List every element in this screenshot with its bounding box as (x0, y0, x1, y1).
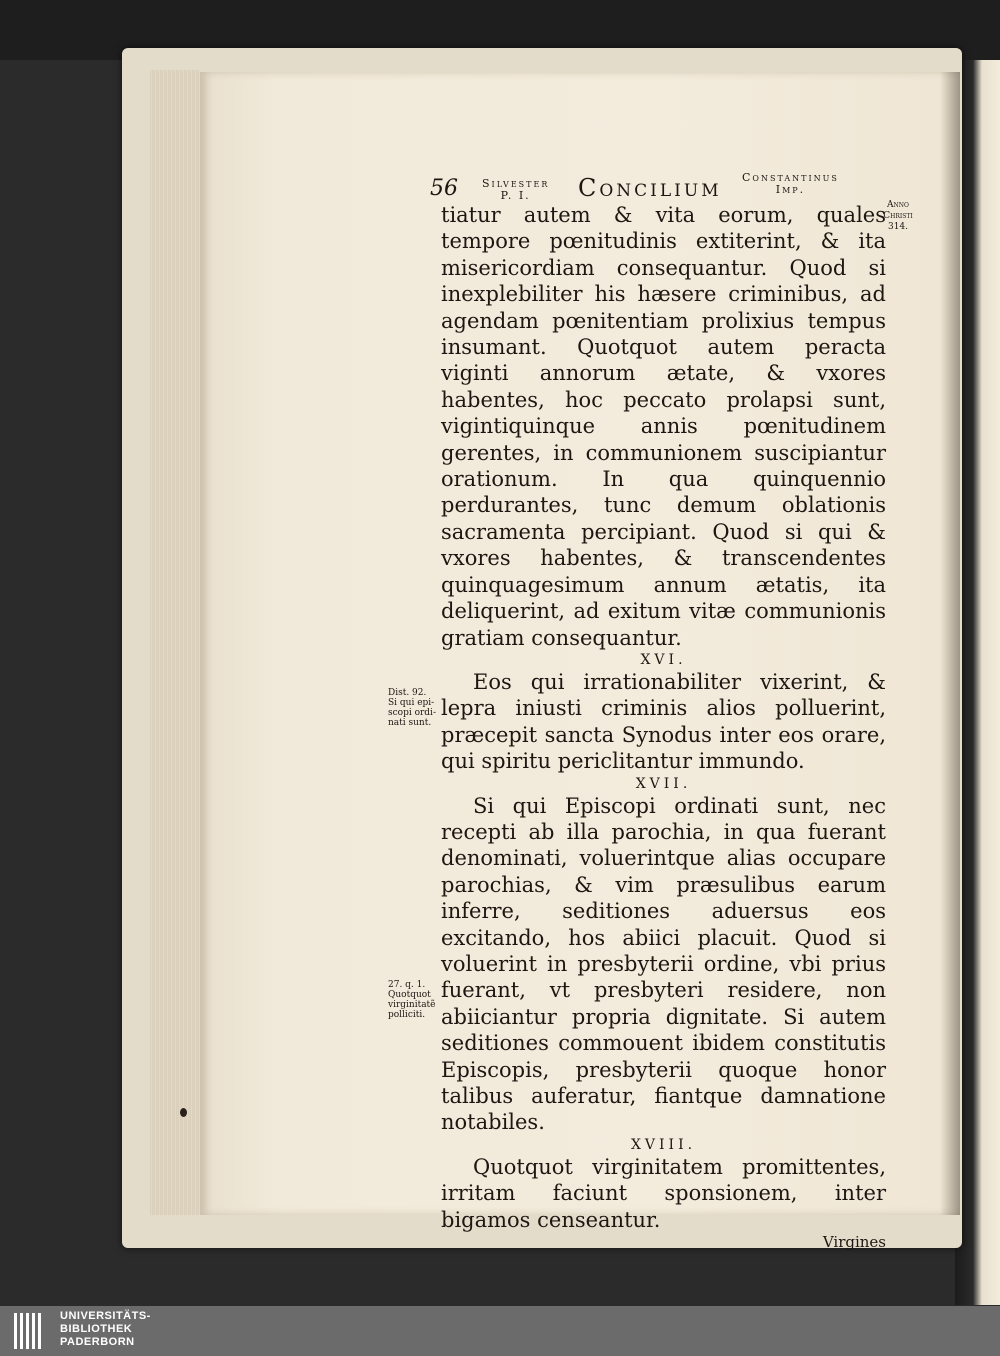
running-header (430, 172, 870, 204)
header-left-line: P. I. (500, 189, 531, 202)
anno-line: 314. (887, 222, 909, 232)
library-logo-text (60, 1310, 151, 1349)
margin-note-line: Si qui epi- (388, 698, 435, 708)
page-number: 56 (430, 176, 458, 201)
anno-line: Christi (883, 211, 913, 221)
header-right-line: Constantinus (742, 171, 839, 184)
paragraph: Quotquot virginitatem promittentes, irritam faciunt sponsionem, inter bigamos censeantur. (441, 1154, 886, 1232)
margin-note (388, 688, 440, 728)
header-right (742, 172, 839, 196)
margin-note-line: 27. q. 1. (388, 980, 426, 990)
section-number: XVIII. (630, 1136, 697, 1153)
logo-line: UNIVERSITÄTS- (60, 1310, 151, 1322)
catchword: Virgines (822, 1233, 886, 1252)
footer-bar (0, 1306, 1000, 1356)
ink-blot (180, 1108, 187, 1117)
margin-note-line: Dist. 92. (388, 688, 427, 698)
spine-shadow (940, 72, 960, 1215)
page-edges (150, 70, 200, 1215)
header-left-line: Silvester (482, 177, 550, 190)
logo-line: BIBLIOTHEK (60, 1323, 133, 1335)
library-logo-icon (14, 1313, 54, 1349)
margin-note-line: scopi ordi- (388, 708, 436, 718)
main-text (441, 202, 886, 1251)
header-left (482, 178, 549, 202)
paragraph: tiatur autem & vita eorum, quales tempore pœnitudinis extiterint, & ita misericordiam consequantur. Quod si inexplebiliter his hæsere criminibus, ad agendam pœnitentiam prolixius tempus insumant. Quotquot autem peracta viginti annorum ætate, & vxores habentes, hoc peccato prolapsi sunt, vigintiquinque annis pœnitudinem gerentes, in communionem suscipiantur orationum. In qua quinquennio perdurantes, tunc demum oblationis sacramenta percipiant. Quod si qui & vxores habentes, & transcendentes quinquagesimum annum ætatis, ita deliquerint, ad exitum vitæ communionis gratiam consequantur. (441, 203, 886, 650)
logo-line: PADERBORN (60, 1336, 135, 1348)
margin-note-line: virginitatẽ (388, 1000, 436, 1010)
paragraph: Eos qui irrationabiliter vixerint, & lepra iniusti criminis alios polluerint, præcepit sancta Synodus inter eos orare, qui spiritu periclitantur immundo. (441, 669, 886, 774)
header-right-line: Imp. (775, 183, 806, 196)
margin-note-line: polliciti. (388, 1010, 426, 1020)
margin-note (388, 980, 440, 1020)
margin-note-line: nati sunt. (388, 718, 432, 728)
paragraph: Si qui Episcopi ordinati sunt, nec recepti ab illa parochia, in qua fuerant denominati, voluerintque alias occupare parochias, & vim præsulibus earum inferre, seditiones aduersus eos excitando, hos abiici placuit. Quod si voluerint in presbyterii ordine, vbi prius fuerant, vt presbyteri residere, non abiiciantur propria dignitate. Si autem seditiones commouent ibidem constitutis Episcopis, presbyterii quoque honor talibus auferatur, fiantque damnatione notabiles. (441, 793, 886, 1135)
section-number: XVII. (635, 775, 692, 792)
anno-line: Anno (887, 200, 909, 210)
margin-note-line: Quotquot (388, 990, 431, 1000)
header-title: Concilium (578, 174, 722, 202)
section-number: XVI. (640, 651, 687, 668)
